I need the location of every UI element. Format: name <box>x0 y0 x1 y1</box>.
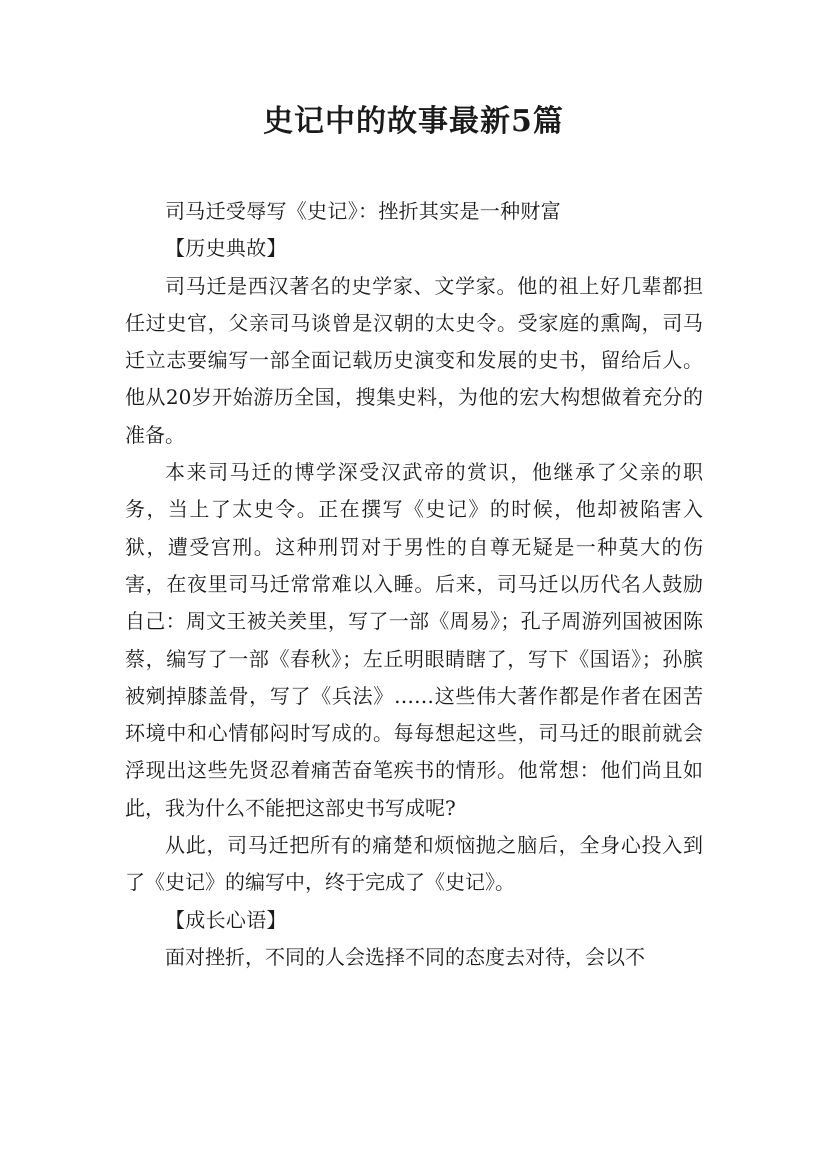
document-body <box>125 193 703 976</box>
body-paragraph: 司马迁是西汉著名的史学家、文学家。他的祖上好几辈都担任过史官，父亲司马谈曾是汉朝的太史令。受家庭的熏陶，司马迁立志要编写一部全面记载历史演变和发展的史书，留给后人。他从20岁开始游历全国，搜集史料，为他的宏大构想做着充分的准备。 <box>125 273 703 447</box>
story-subtitle: 司马迁受辱写《史记》：挫折其实是一种财富 <box>165 199 561 223</box>
section-heading-growth: 【成长心语】 <box>165 907 287 932</box>
body-paragraph: 从此，司马迁把所有的痛楚和烦恼抛之脑后，全身心投入到了《史记》的编写中，终于完成了《史记》。 <box>125 833 703 895</box>
document-title: 史记中的故事最新5篇 <box>263 104 564 139</box>
body-paragraph: 面对挫折，不同的人会选择不同的态度去对待，会以不 <box>165 944 645 969</box>
section-heading-history: 【历史典故】 <box>165 236 287 261</box>
body-paragraph: 本来司马迁的博学深受汉武帝的赏识，他继承了父亲的职务，当上了太史令。正在撰写《史记》的时候，他却被陷害入狱，遭受宫刑。这种刑罚对于男性的自尊无疑是一种莫大的伤害，在夜里司马迁常常难以入睡。后来，司马迁以历代名人鼓励自己：周文王被关羑里，写了一部《周易》；孔子周游列国被困陈蔡，编写了一部《春秋》；左丘明眼睛瞎了，写下《国语》；孙膑被剜掉膝盖骨，写了《兵法》……这些伟大著作都是作者在困苦环境中和心情郁闷时写成的。每每想起这些，司马迁的眼前就会浮现出这些先贤忍着痛苦奋笔疾书的情形。他常想：他们尚且如此，我为什么不能把这部史书写成呢? <box>125 460 703 820</box>
